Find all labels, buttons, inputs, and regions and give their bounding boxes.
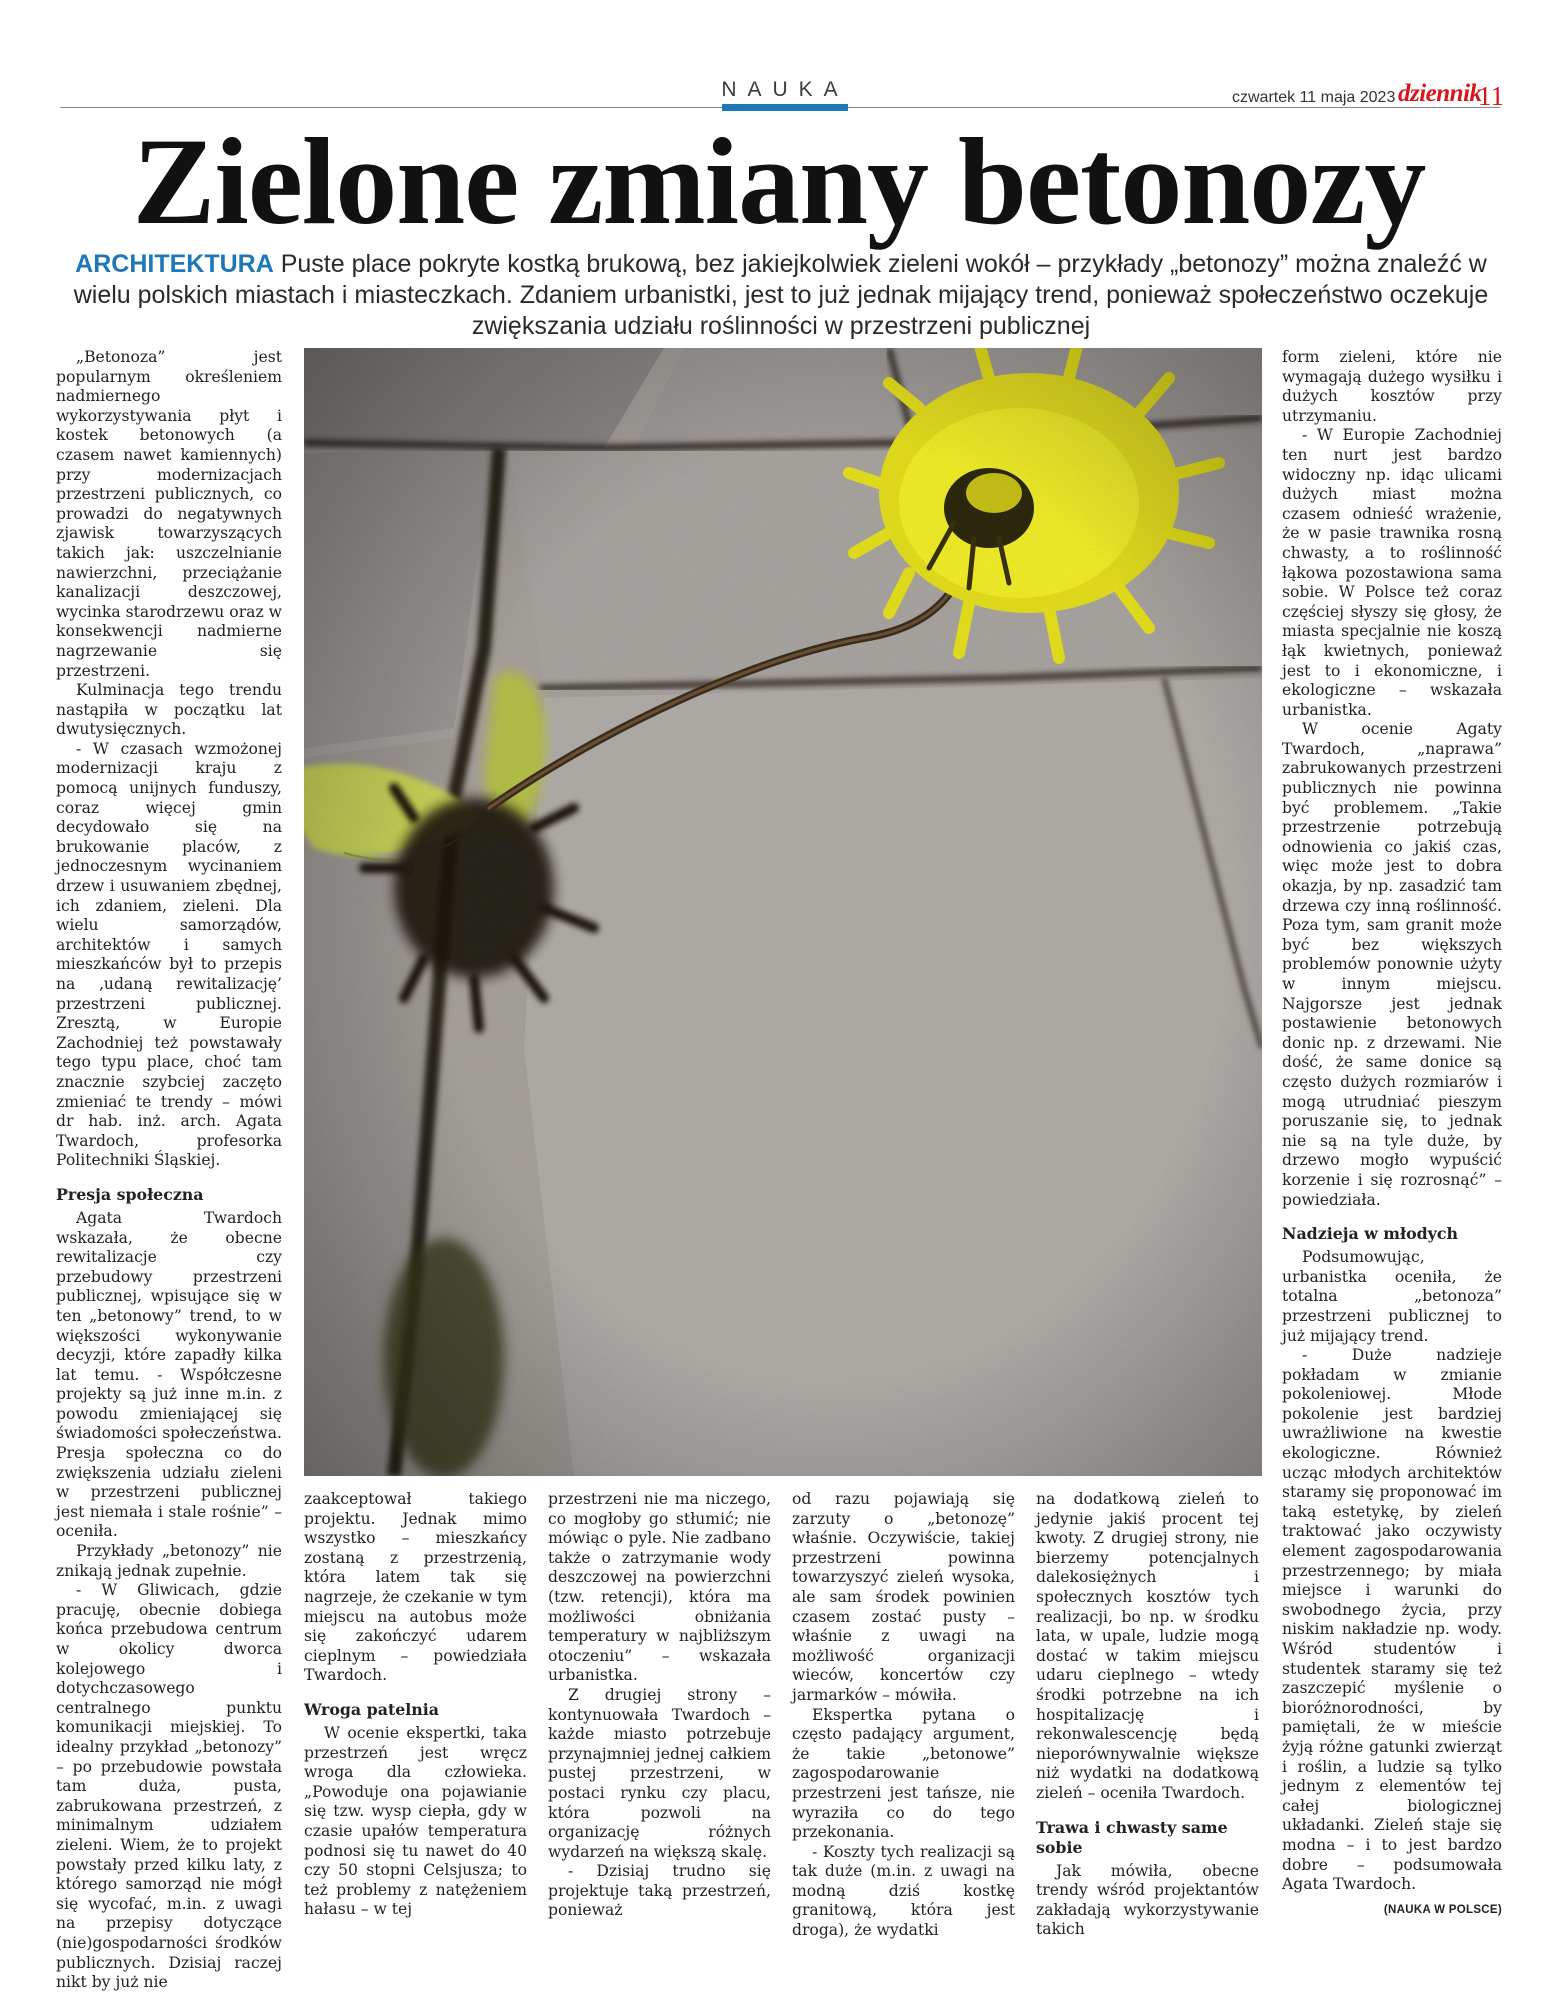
paragraph: Kulminacja tego trendu nastąpiła w początku lat dwutysięcznych. — [56, 681, 282, 739]
paragraph: - Koszty tych realizacji są tak duże (m.in. z uwagi na modną dziś kostkę granitową, która jest droga), że wydatki — [792, 1842, 1015, 1940]
subheading: Presja społeczna — [56, 1184, 204, 1204]
paragraph: Jak mówiła, obecne trendy wśród projektantów zakładają wykorzystywanie takich — [1036, 1861, 1259, 1939]
paragraph: W ocenie Agaty Twardoch, „naprawa” zabrukowanych przestrzeni publicznych nie powinna być problemem. „Takie przestrzenie potrzebują odnowienia co jakiś czas, więc może jest to dobra okazja, by np. zasadzić tam drzewa czy inną roślinność. Poza tym, sam granit może być bez większych problemów ponownie użyty w innym miejscu. Najgorsze jest jednak postawienie betonowych donic np. z drzewami. Nie dość, że same donice są często dużych rozmiarów i mogą utrudniać pieszym poruszanie się, to jednak nie są na tyle duże, by drzewo mogło wypuścić korzenie i się rozrosnąć” – powiedziała. — [1282, 720, 1502, 1209]
paragraph: - W czasach wzmożonej modernizacji kraju z pomocą unijnych funduszy, coraz więcej gmin decydowało się na brukowanie placów, z jednoczesnym wycinaniem drzew i usuwaniem zbędnej, ich zdaniem, zieleni. Dla wielu samorządów, architektów i samych mieszkańców był to przepis na ‚udaną rewitalizację’ przestrzeni publicznej. Zresztą, w Europie Zachodniej też powstawały tego typu place, choć tam znacznie szybciej zaczęto zmieniać te trendy – mówi dr hab. inż. arch. Agata Twardoch, profesorka Politechniki Śląskiej. — [56, 739, 282, 1170]
dandelion-photo — [304, 348, 1262, 1476]
paragraph: W ocenie ekspertki, taka przestrzeń jest wręcz wroga dla człowieka. „Powoduje ona pojawianie się tzw. wysp ciepła, gdy w czasie upałów temperatura podnosi się tu nawet do 40 czy 50 stopni Celsjusza; to też problemy z natężeniem hałasu – w tej — [304, 1723, 527, 1919]
article-column-5 — [1036, 1490, 1259, 1940]
article-source-signature: (NAUKA W POLSCE) — [1383, 1903, 1502, 1916]
brand-logo: dziennik — [1398, 80, 1482, 107]
article-column-3 — [548, 1490, 771, 1921]
paragraph: Podsumowując, urbanistka oceniła, że totalna „betonoza” przestrzeni publicznej to już mijający trend. — [1282, 1248, 1502, 1345]
article-column-1 — [56, 348, 282, 1993]
article-column-2 — [304, 1490, 527, 1920]
paragraph: - W Gliwicach, gdzie pracuję, obecnie dobiega końca przebudowa centrum w okolicy dworca kolejowego i dotychczasowego centralnego punktu komunikacji miejskiej. To idealny przykład „betonozy” – po przebudowie powstała tam duża, pusta, zabrukowana przestrzeń, z minimalnym udziałem zieleni. Wiem, że to projekt powstały przed kilku laty, z którego samorząd nie mógł się wycofać, m.in. z uwagi na przepisy dotyczące (nie)gospodarności środków publicznych. Dzisiaj raczej nikt by już nie — [56, 1581, 282, 1992]
page-number: 11 — [1478, 81, 1504, 111]
issue-date: czwartek 11 maja 2023 — [1232, 89, 1396, 106]
paragraph: - Duże nadzieje pokładam w zmianie pokoleniowej. Młode pokolenie jest bardziej uwrażliwione na kwestie ekologiczne. Również ucząc młodych architektów staramy się proponować im taką estetykę, by zieleń traktować jako oczywisty element zagospodarowania przestrzennego; by miała miejsce i warunki do swobodnego życia, przy niskim nakładzie np. wody. Wśród studentów i studentek staramy się też zaszczepić myślenie o bioróżnorodności, by pamiętali, że w mieście żyją różne gatunki zwierząt i roślin, a ludzie są tylko jednym z elementów tej całej biologicznej układanki. Zieleń staje się modna – i to jest bardzo dobre – podsumowała Agata Twardoch. — [1282, 1346, 1502, 1894]
article-column-6 — [1282, 348, 1502, 1920]
paragraph: „Betonoza” jest popularnym określeniem nadmiernego wykorzystywania płyt i kostek betonowych (a czasem nawet kamiennych) przy modernizacjach przestrzeni publicznych, co prowadzi do negatywnych zjawisk towarzyszących takich jak: uszczelnianie nawierzchni, przeciążanie kanalizacji deszczowej, wycinka starodrzewu oraz w konsekwencji nadmierne nagrzewanie się przestrzeni. — [56, 348, 282, 680]
paragraph: na dodatkową zieleń to jedynie jakiś procent tej kwoty. Z drugiej strony, nie bierzemy potencjalnych dalekosiężnych i społecznych kosztów tych realizacji, bo np. w środku lata, w upale, ludzie mogą dostać w takim miejscu udaru cieplnego – wtedy środki potrzebne na ich hospitalizację i rekonwalescencję będą nieporównywalnie większe niż wydatki na dodatkową zieleń – oceniła Twardoch. — [1036, 1490, 1259, 1802]
paragraph: Przykłady „betonozy” nie znikają jednak zupełnie. — [56, 1542, 282, 1580]
article-headline: Zielone zmiany betonozy — [132, 113, 1426, 250]
paragraph: Z drugiej strony – kontynuowała Twardoch – każde miasto potrzebuje przynajmniej jednej całkiem pustej przestrzeni, w postaci rynku czy placu, która pozwoli na organizację różnych wydarzeń na większą skalę. — [548, 1685, 771, 1861]
paragraph: od razu pojawiają się zarzuty o „betonozę” właśnie. Oczywiście, takiej przestrzeni powinna towarzyszyć zieleń wysoka, ale sam środek powinien czasem zostać pusty – właśnie z uwagi na możliwość organizacji wieców, koncertów czy jarmarków – mówiła. — [792, 1490, 1015, 1704]
paragraph: - W Europie Zachodniej ten nurt jest bardzo widoczny np. idąc ulicami dużych miast można czasem odnieść wrażenie, że w pasie trawnika rosną chwasty, a to roślinność łąkowa pozostawiona sama sobie. W Polsce też coraz częściej słyszy się głosy, że miasta specjalnie nie koszą łąk kwietnych, ponieważ jest to i ekonomiczne, i ekologiczne – wskazała urbanistka. — [1282, 426, 1502, 719]
paragraph: przestrzeni nie ma niczego, co mogłoby go stłumić; nie mówiąc o pyle. Nie zadbano także o zatrzymanie wody deszczowej na powierzchni (tzw. retencji), która ma możliwości obniżania temperatury w najbliższym otoczeniu” – wskazała urbanistka. — [548, 1490, 771, 1685]
lead-text: Puste place pokryte kostką brukową, bez jakiejkolwiek zieleni wokół – przykłady „betonozy” można znaleźć w wielu polskich miastach i miasteczkach. Zdaniem urbanistki, jest to już jednak mijający trend, ponieważ społeczeństwo oczekuje zwiększania udziału roślinności w przestrzeni publicznej — [73, 250, 1489, 340]
subheading: Wroga patelnia — [304, 1699, 440, 1719]
paragraph: Ekspertka pytana o często padający argument, że takie „betonowe” zagospodarowanie przestrzeni jest tańsze, nie wyraziła co do tego przekonania. — [792, 1705, 1015, 1842]
lead-kicker: ARCHITEKTURA — [75, 250, 274, 278]
paragraph: zaakceptował takiego projektu. Jednak mimo wszystko – mieszkańcy zostaną z przestrzenią, która latem tak się nagrzeje, że czekanie w tym miejscu na autobus może się zakończyć udarem cieplnym – powiedziała Twardoch. — [304, 1490, 527, 1685]
article-column-4 — [792, 1490, 1015, 1941]
subheading: Trawa i chwasty same sobie — [1036, 1817, 1228, 1857]
paragraph: Agata Twardoch wskazała, że obecne rewitalizacje czy przebudowy przestrzeni publicznej, wpisujące się w ten „betonowy” trend, to w większości wykonywanie decyzji, które zapadły kilka lat temu. - Współczesne projekty są już inne m.in. z powodu zmieniającej się świadomości społeczeństwa. Presja społeczna co do zwiększenia udziału zieleni w przestrzeni publicznej jest niemała i stale rośnie” – oceniła. — [56, 1208, 282, 1541]
paragraph: - Dzisiaj trudno się projektuje taką przestrzeń, ponieważ — [548, 1862, 771, 1920]
article-lead — [56, 249, 1506, 342]
paragraph: form zieleni, które nie wymagają dużego wysiłku i dużych kosztów przy utrzymaniu. — [1282, 348, 1502, 425]
section-label: NAUKA — [721, 78, 849, 101]
subheading: Nadzieja w młodych — [1282, 1224, 1458, 1244]
section-accent-bar — [722, 104, 848, 111]
dandelion-photo-illustration — [304, 348, 1262, 1476]
